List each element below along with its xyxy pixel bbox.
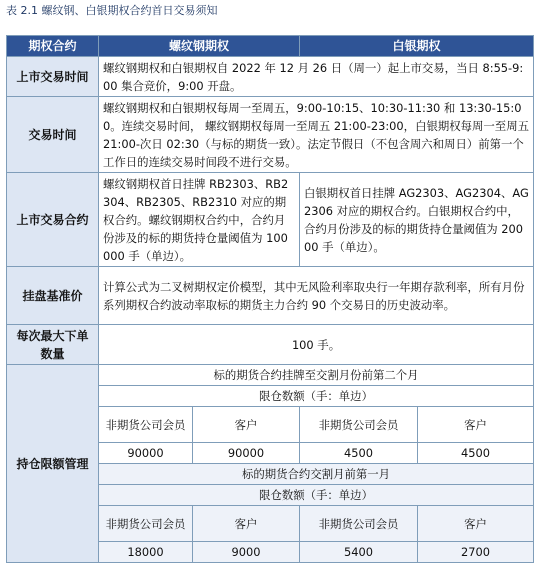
limit1-value-rebar-member: 90000: [99, 443, 193, 464]
row-label-base-price: 挂盘基准价: [7, 267, 99, 325]
trading-notice-table: [6, 35, 534, 563]
limit2-header-rebar-client: 客户: [193, 506, 300, 542]
limit1-header-rebar-client: 客户: [193, 407, 300, 443]
limit2-header-silver-client: 客户: [418, 506, 534, 542]
limit2-value-rebar-client: 9000: [193, 542, 300, 563]
limit1-header-silver-client: 客户: [418, 407, 534, 443]
header-rebar: 螺纹钢期权: [99, 36, 300, 57]
base-price-value: 计算公式为二叉树期权定价模型，其中无风险利率取央行一年期存款利率，所有月份系列期权合约波动率取标的期货主力合约 90 个交易日的历史波动率。: [99, 267, 534, 325]
table-caption: 表 2.1 螺纹钢、白银期权合约首日交易须知: [6, 4, 218, 17]
trading-time-value: 螺纹钢期权和白银期权每周一至周五，9:00-10:15、10:30-11:30 和 13:30-15:00。连续交易时间， 螺纹钢期权每周一至周五 21:00-23:00，白银期权每周一至周五 21:00-次日 02:30（与标的期货一致）。法定节假日（不包含周六和周日）前第一个工作日的连续交易时间段不进行交易。: [99, 97, 534, 173]
limit1-header-rebar-member: 非期货公司会员: [99, 407, 193, 443]
max-order-value: 100 手。: [99, 325, 534, 365]
limit-section1-title: 标的期货合约挂牌至交割月份前第二个月: [99, 365, 534, 386]
limit-section2-title: 标的期货合约交割月前第一月: [99, 464, 534, 485]
header-silver: 白银期权: [300, 36, 534, 57]
rebar-contracts-value: 螺纹钢期权首日挂牌 RB2303、RB2304、RB2305、RB2310 对应的期权合约。螺纹钢期权合约中，合约月份涉及的标的期货持仓量阈值为 100000 手（单边）。: [99, 173, 300, 267]
limit2-header-silver-member: 非期货公司会员: [300, 506, 418, 542]
limit1-value-silver-client: 4500: [418, 443, 534, 464]
row-label-position-limit: 持仓限额管理: [7, 365, 99, 563]
limit1-value-silver-member: 4500: [300, 443, 418, 464]
row-label-listing-time: 上市交易时间: [7, 57, 99, 97]
header-contract: 期权合约: [7, 36, 99, 57]
row-label-trading-time: 交易时间: [7, 97, 99, 173]
limit1-header-silver-member: 非期货公司会员: [300, 407, 418, 443]
limit1-value-rebar-client: 90000: [193, 443, 300, 464]
limit2-value-silver-client: 2700: [418, 542, 534, 563]
limit-section2-subtitle: 限仓数额（手：单边）: [99, 485, 534, 506]
row-label-max-order: 每次最大下单数量: [7, 325, 99, 365]
limit2-value-rebar-member: 18000: [99, 542, 193, 563]
limit-section1-subtitle: 限仓数额（手：单边）: [99, 386, 534, 407]
listing-time-value: 螺纹钢期权和白银期权自 2022 年 12 月 26 日（周一）起上市交易，当日 8:55-9:00 集合竞价，9:00 开盘。: [99, 57, 534, 97]
limit2-header-rebar-member: 非期货公司会员: [99, 506, 193, 542]
silver-contracts-value: 白银期权首日挂牌 AG2303、AG2304、AG2306 对应的期权合约。白银期权合约中，合约月份涉及的标的期货持仓量阈值为 20000 手（单边）。: [300, 173, 534, 267]
limit2-value-silver-member: 5400: [300, 542, 418, 563]
row-label-listing-contracts: 上市交易合约: [7, 173, 99, 267]
